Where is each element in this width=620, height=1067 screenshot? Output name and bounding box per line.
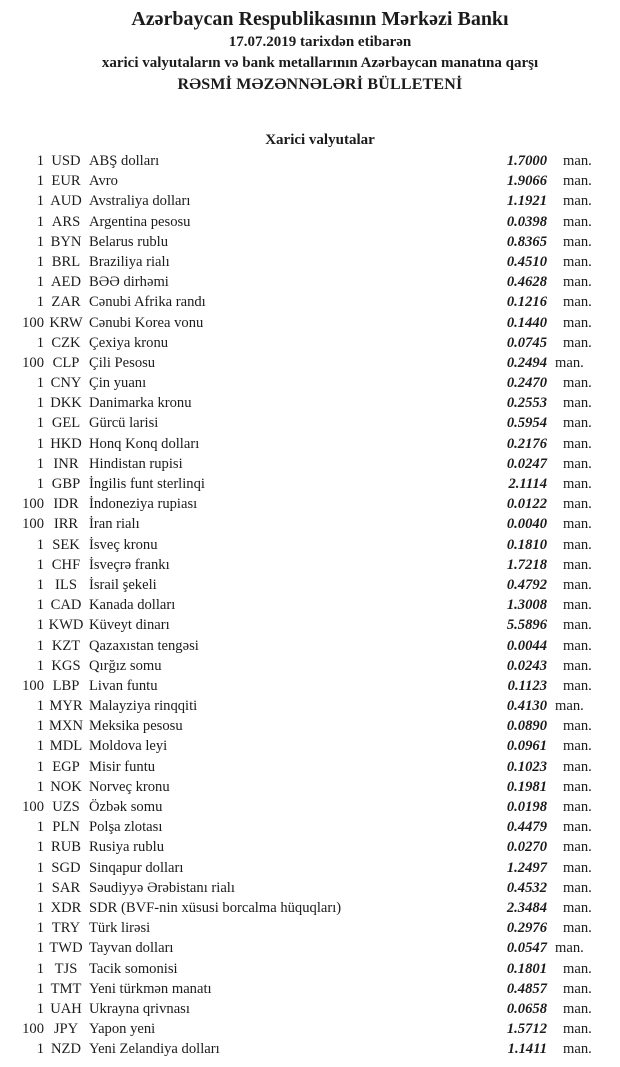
quantity-value: 1 [36, 173, 44, 190]
quantity-value: 1 [36, 718, 44, 735]
quantity-value: 1 [36, 395, 44, 412]
currency-name: Avstraliya dolları [89, 193, 191, 210]
rate-row [20, 393, 620, 413]
currency-name: Tacik somonisi [89, 960, 178, 977]
quantity-value: 100 [22, 314, 44, 331]
currency-code: USD [51, 153, 81, 169]
rate-value: 1.7218 [506, 556, 547, 573]
currency-unit: man. [563, 395, 592, 412]
rate-row [20, 636, 620, 656]
currency-code: NOK [50, 778, 82, 795]
currency-unit: man. [563, 496, 592, 513]
rate-row [20, 313, 620, 333]
rate-value: 0.1023 [506, 758, 547, 775]
currency-unit: man. [563, 294, 592, 311]
rate-row [20, 474, 620, 494]
currency-name: Özbək somu [89, 799, 163, 815]
rate-row [20, 191, 620, 211]
currency-name: Argentina pesosu [89, 213, 191, 230]
quantity-value: 1 [36, 415, 44, 432]
effective-date-line: 17.07.2019 tarixdən etibarən [228, 34, 412, 50]
currency-unit: man. [563, 778, 592, 795]
currency-name: Moldova leyi [89, 738, 168, 755]
rate-value: 0.0247 [506, 455, 547, 472]
rate-row [20, 434, 620, 454]
currency-name: Braziliya rialı [89, 253, 170, 270]
currency-code: MYR [49, 698, 83, 715]
rate-row [20, 918, 620, 938]
currency-unit: man. [563, 839, 592, 856]
currency-code: SEK [52, 536, 80, 553]
currency-name: İngilis funt sterlinqi [89, 476, 205, 492]
currency-code: BYN [50, 233, 82, 250]
rate-row [20, 272, 620, 292]
quantity-value: 1 [36, 294, 44, 311]
quantity-value: 1 [36, 233, 44, 250]
quantity-value: 100 [22, 516, 44, 533]
rate-row [20, 171, 620, 191]
rate-value: 0.4532 [506, 879, 547, 896]
rate-value: 0.2494 [506, 354, 547, 371]
rate-row [20, 999, 620, 1019]
quantity-value: 1 [36, 859, 44, 876]
rate-row [20, 938, 620, 958]
currency-name: Türk lirəsi [89, 920, 151, 937]
currency-code: KZT [51, 637, 81, 654]
currency-unit: man. [563, 314, 592, 331]
rate-value: 0.0961 [506, 738, 547, 755]
currency-name: Küveyt dinarı [89, 617, 170, 634]
currency-code: INR [53, 455, 79, 472]
rate-value: 1.9066 [506, 173, 547, 190]
quantity-value: 1 [36, 193, 44, 210]
rate-row [20, 797, 620, 817]
rate-row [20, 514, 620, 534]
currency-code: XDR [50, 899, 82, 916]
quantity-value: 1 [36, 758, 44, 775]
rate-value: 0.4857 [506, 980, 547, 997]
currency-unit: man. [563, 375, 592, 392]
quantity-value: 1 [36, 375, 44, 392]
currency-unit: man. [555, 940, 584, 957]
rate-row [20, 757, 620, 777]
bank-title: Azərbaycan Respublikasının Mərkəzi Bankı [131, 8, 509, 30]
bulletin-title: RƏSMİ MƏZƏNNƏLƏRİ BÜLLETENİ [177, 76, 463, 93]
rate-value: 0.1123 [507, 677, 547, 694]
quantity-value: 1 [36, 274, 44, 291]
quantity-value: 1 [36, 153, 44, 169]
currency-code: AUD [50, 193, 82, 210]
section-title-foreign-currencies: Xarici valyutalar [265, 132, 375, 148]
quantity-value: 100 [22, 677, 44, 694]
currency-name: Rusiya rublu [89, 839, 164, 856]
currency-code: SGD [51, 859, 81, 876]
rate-row [20, 353, 620, 373]
currency-code: CHF [51, 556, 81, 573]
rate-value: 0.1440 [506, 314, 547, 331]
rate-row [20, 837, 620, 857]
currency-code: TJS [54, 960, 78, 977]
rate-value: 0.0044 [506, 637, 547, 654]
quantity-value: 100 [22, 354, 44, 371]
currency-unit: man. [563, 859, 592, 876]
rate-value: 1.3008 [506, 597, 547, 614]
rate-row [20, 494, 620, 514]
currency-unit: man. [563, 576, 592, 593]
rate-row [20, 716, 620, 736]
currency-code: RUB [50, 839, 81, 856]
rate-value: 1.5712 [506, 1021, 547, 1038]
currency-code: DKK [50, 395, 82, 412]
currency-name: Çili Pesosu [89, 354, 156, 371]
rate-row [20, 1039, 620, 1059]
rate-value: 0.5954 [506, 415, 547, 432]
quantity-value: 1 [36, 1000, 44, 1017]
rate-value: 1.2497 [506, 859, 547, 876]
currency-unit: man. [563, 597, 592, 614]
currency-code: TMT [50, 980, 82, 997]
currency-name: ABŞ dolları [89, 153, 160, 169]
quantity-value: 1 [36, 455, 44, 472]
rate-value: 0.0658 [506, 1000, 547, 1017]
rate-row [20, 817, 620, 837]
quantity-value: 1 [36, 778, 44, 795]
currency-unit: man. [563, 738, 592, 755]
currency-name: Kanada dolları [89, 597, 176, 614]
currency-code: CZK [51, 334, 81, 351]
currency-unit: man. [555, 698, 584, 715]
currency-code: NZD [51, 1041, 81, 1058]
rate-row [20, 858, 620, 878]
subject-line: xarici valyutaların və bank metallarının Azərbaycan manatına qarşı [101, 55, 539, 71]
currency-name: Yapon yeni [89, 1021, 156, 1038]
currency-name: BƏƏ dirhəmi [89, 274, 169, 291]
currency-code: IDR [53, 496, 79, 513]
currency-code: MXN [48, 718, 84, 735]
rate-value: 0.4510 [506, 253, 547, 270]
currency-code: SAR [51, 879, 81, 896]
currency-name: Livan funtu [89, 677, 158, 694]
quantity-value: 1 [36, 637, 44, 654]
currency-name: Polşa zlotası [89, 819, 163, 836]
rate-row [20, 959, 620, 979]
rate-value: 0.4792 [506, 576, 547, 593]
currency-code: UZS [52, 799, 80, 815]
currency-name: Qırğız somu [89, 657, 162, 674]
currency-unit: man. [563, 153, 592, 169]
currency-code: JPY [53, 1021, 79, 1038]
rate-value: 0.1981 [506, 778, 547, 795]
quantity-value: 1 [36, 819, 44, 836]
currency-unit: man. [563, 819, 592, 836]
quantity-value: 1 [36, 899, 44, 916]
currency-unit: man. [563, 920, 592, 937]
rate-value: 0.0745 [506, 334, 547, 351]
rate-row [20, 555, 620, 575]
rate-value: 0.0398 [506, 213, 547, 230]
quantity-value: 100 [22, 496, 44, 513]
rate-value: 0.1801 [506, 960, 547, 977]
currency-unit: man. [563, 758, 592, 775]
currency-unit: man. [563, 253, 592, 270]
currency-unit: man. [563, 455, 592, 472]
rate-value: 5.5896 [506, 617, 547, 634]
rate-value: 0.0040 [506, 516, 547, 533]
currency-name: SDR (BVF-nin xüsusi borcalma hüquqları) [89, 899, 342, 916]
currency-unit: man. [563, 556, 592, 573]
currency-unit: man. [563, 617, 592, 634]
quantity-value: 1 [36, 738, 44, 755]
currency-unit: man. [563, 193, 592, 210]
quantity-value: 1 [36, 940, 44, 957]
quantity-value: 1 [36, 213, 44, 230]
rate-row [20, 736, 620, 756]
rate-row [20, 413, 620, 433]
currency-code: EUR [51, 173, 81, 190]
currency-name: Meksika pesosu [89, 718, 183, 735]
rate-row [20, 878, 620, 898]
currency-code: EGP [52, 758, 80, 775]
currency-code: CLP [52, 354, 80, 371]
currency-code: ARS [51, 213, 81, 230]
rate-value: 0.4479 [506, 819, 547, 836]
currency-code: ZAR [51, 294, 81, 311]
currency-unit: man. [563, 1021, 592, 1038]
currency-unit: man. [563, 536, 592, 553]
currency-name: Ukrayna qrivnası [89, 1000, 190, 1017]
currency-name: İndoneziya rupiası [89, 496, 198, 513]
currency-name: Danimarka kronu [89, 395, 192, 412]
rate-value: 0.0243 [506, 657, 547, 674]
rate-row [20, 1019, 620, 1039]
currency-unit: man. [563, 334, 592, 351]
currency-name: Hindistan rupisi [89, 455, 183, 472]
currency-unit: man. [563, 233, 592, 250]
currency-unit: man. [563, 677, 592, 694]
rate-row [20, 696, 620, 716]
rate-row [20, 656, 620, 676]
rate-value: 0.1810 [506, 536, 547, 553]
rate-row [20, 595, 620, 615]
rate-value: 0.0122 [506, 496, 547, 513]
rate-row [20, 454, 620, 474]
quantity-value: 1 [36, 960, 44, 977]
rate-value: 0.2176 [506, 435, 547, 452]
rate-value: 1.7000 [506, 153, 547, 169]
rate-value: 0.0270 [506, 839, 547, 856]
rate-value: 1.1411 [507, 1041, 547, 1058]
quantity-value: 1 [36, 657, 44, 674]
currency-unit: man. [563, 960, 592, 977]
currency-name: Honq Konq dolları [89, 435, 200, 452]
currency-code: IRR [53, 516, 79, 533]
quantity-value: 1 [36, 576, 44, 593]
quantity-value: 1 [36, 879, 44, 896]
rate-value: 0.4628 [506, 274, 547, 291]
quantity-value: 1 [36, 334, 44, 351]
quantity-value: 1 [36, 839, 44, 856]
rate-row [20, 535, 620, 555]
rate-value: 0.2976 [506, 920, 547, 937]
currency-name: Çexiya kronu [89, 334, 169, 351]
currency-name: Qazaxıstan tengəsi [89, 637, 199, 654]
currency-unit: man. [563, 1000, 592, 1017]
rate-row [20, 252, 620, 272]
currency-unit: man. [563, 879, 592, 896]
currency-name: Çin yuanı [89, 375, 147, 392]
quantity-value: 1 [36, 698, 44, 715]
currency-code: ILS [55, 576, 77, 593]
currency-unit: man. [563, 1041, 592, 1058]
currency-code: TRY [51, 920, 81, 937]
currency-unit: man. [563, 435, 592, 452]
rate-row [20, 615, 620, 635]
currency-code: CAD [50, 597, 82, 614]
rate-row [20, 676, 620, 696]
currency-code: KWD [48, 617, 84, 634]
currency-code: CNY [50, 375, 82, 392]
rate-value: 0.8365 [506, 233, 547, 250]
rate-value: 0.0890 [506, 718, 547, 735]
currency-name: Səudiyyə Ərəbistanı rialı [89, 879, 235, 896]
currency-code: PLN [52, 819, 80, 836]
currency-name: Belarus rublu [89, 233, 169, 250]
currency-name: Avro [89, 173, 118, 190]
currency-code: GBP [51, 476, 81, 492]
rate-row [20, 212, 620, 232]
quantity-value: 1 [36, 597, 44, 614]
currency-code: HKD [50, 435, 82, 452]
currency-unit: man. [555, 354, 584, 371]
rate-value: 0.2470 [506, 375, 547, 392]
currency-unit: man. [563, 274, 592, 291]
quantity-value: 1 [36, 536, 44, 553]
currency-code: KRW [49, 314, 83, 331]
currency-unit: man. [563, 476, 592, 492]
currency-name: Tayvan dolları [89, 940, 174, 957]
rate-row [20, 373, 620, 393]
currency-code: GEL [51, 415, 81, 432]
quantity-value: 1 [36, 476, 44, 492]
quantity-value: 1 [36, 253, 44, 270]
currency-name: Yeni Zelandiya dolları [89, 1041, 220, 1058]
currency-unit: man. [563, 173, 592, 190]
rates-table [20, 151, 620, 1059]
quantity-value: 1 [36, 556, 44, 573]
rate-row [20, 151, 620, 171]
currency-code: BRL [51, 253, 81, 270]
currency-unit: man. [563, 516, 592, 533]
currency-name: İsveç kronu [89, 536, 158, 553]
currency-name: Cənubi Afrika randı [89, 294, 206, 311]
rate-value: 2.1114 [508, 476, 547, 492]
currency-unit: man. [563, 799, 592, 815]
currency-name: Sinqapur dolları [89, 859, 184, 876]
currency-unit: man. [563, 899, 592, 916]
bulletin-header [20, 0, 620, 96]
rate-value: 0.4130 [506, 698, 547, 715]
currency-code: UAH [50, 1000, 82, 1017]
rate-value: 2.3484 [506, 899, 547, 916]
currency-name: Gürcü larisi [89, 415, 159, 432]
currency-unit: man. [563, 415, 592, 432]
currency-code: TWD [49, 940, 83, 957]
bulletin-content [20, 0, 620, 1059]
rate-row [20, 777, 620, 797]
quantity-value: 1 [36, 617, 44, 634]
quantity-value: 1 [36, 980, 44, 997]
currency-code: LBP [52, 677, 80, 694]
rate-value: 0.2553 [506, 395, 547, 412]
rate-row [20, 232, 620, 252]
currency-name: İsrail şekeli [89, 576, 157, 593]
rate-value: 0.1216 [506, 294, 547, 311]
quantity-value: 1 [36, 920, 44, 937]
currency-name: Yeni türkmən manatı [89, 980, 212, 997]
currency-unit: man. [563, 657, 592, 674]
rate-row [20, 333, 620, 353]
currency-name: İran rialı [89, 516, 140, 533]
currency-code: MDL [49, 738, 83, 755]
currency-code: AED [51, 274, 81, 291]
currency-name: İsveçrə frankı [89, 556, 170, 573]
rate-value: 0.0198 [506, 799, 547, 815]
rate-value: 0.0547 [506, 940, 547, 957]
currency-name: Misir funtu [89, 758, 156, 775]
rate-value: 1.1921 [506, 193, 547, 210]
currency-unit: man. [563, 718, 592, 735]
rate-row [20, 575, 620, 595]
currency-unit: man. [563, 637, 592, 654]
quantity-value: 100 [22, 1021, 44, 1038]
currency-code: KGS [51, 657, 81, 674]
currency-name: Malayziya rinqqiti [89, 698, 198, 715]
currency-name: Norveç kronu [89, 778, 170, 795]
currency-unit: man. [563, 980, 592, 997]
rate-row [20, 979, 620, 999]
currency-name: Cənubi Korea vonu [89, 314, 204, 331]
rate-row [20, 292, 620, 312]
quantity-value: 1 [36, 435, 44, 452]
quantity-value: 1 [36, 1041, 44, 1058]
quantity-value: 100 [22, 799, 44, 815]
currency-unit: man. [563, 213, 592, 230]
rate-row [20, 898, 620, 918]
